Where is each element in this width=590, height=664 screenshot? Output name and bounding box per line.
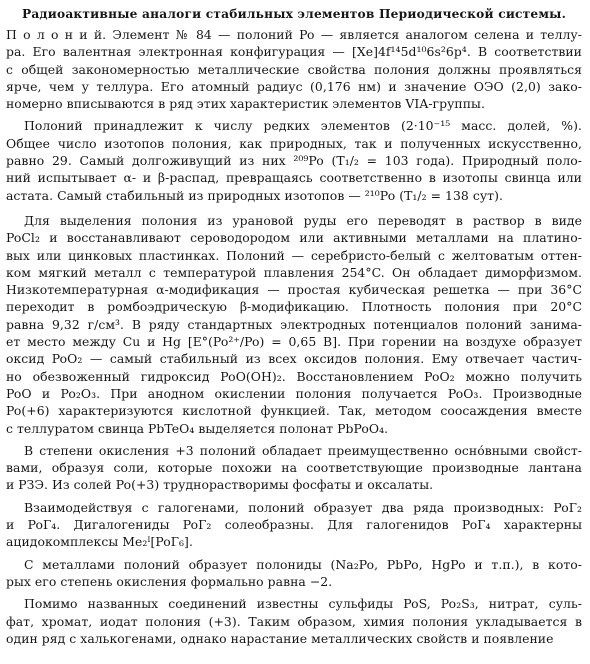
text-line: PoO и Po₂O₃. При анодном окислении полония получается PoO₃. Производные <box>6 385 582 401</box>
text-line: и РЗЭ. Из солей Po(+3) труднорастворимы фосфаты и оксалаты. <box>6 477 434 493</box>
text-line: Низкотемпературная α-модификация — простая кубическая решетка — при 36°C <box>6 282 582 298</box>
paragraph <box>6 556 582 591</box>
text-line: с общей закономерностью металлические свойства полония должны проявляться <box>6 61 582 77</box>
text-line: Помимо названных соединений известны сульфиды PoS, Po₂S₃, нитрат, суль- <box>24 596 582 612</box>
text-line: ра. Его валентная электронная конфигурация — [Xe]4f¹⁴5d¹⁰6s²6p⁴. В соответствии <box>6 44 582 60</box>
text-line: Взаимодействуя с галогенами, полоний образует два ряда производных: PoГ₂ <box>24 499 582 515</box>
text-line: рых его степень окисления формально равна −2. <box>6 573 333 589</box>
text-line: Полоний принадлежит к числу редких элементов (2·10⁻¹⁵ масс. долей, %). <box>24 118 582 134</box>
text-line: ний испытывает α- и β-распад, превращаясь соответственно в изотопы свинца или <box>6 170 582 186</box>
text-line: С металлами полоний образует полониды (Na₂Po, PbPo, HgPo и т.п.), в кото- <box>24 556 582 572</box>
text-line: но обезвоженный гидроксид PoO(OH)₂. Восстановлением PoO₂ можно получить <box>6 368 582 384</box>
paragraph <box>6 212 582 437</box>
document-body <box>6 26 582 647</box>
text-line: и PoГ₄. Дигалогениды PoГ₂ солеобразны. Для галогенидов PoГ₄ характерны <box>6 517 582 533</box>
text-line: равна 9,32 г/см³. В ряду стандартных электродных потенциалов полоний занима- <box>6 316 582 332</box>
text-line: фат, хромат, иодат полония (+3). Таким образом, химия полония укладывается в <box>6 613 582 629</box>
paragraph <box>6 442 582 494</box>
text-line: PoCl₂ и восстанавливают сероводородом или активными металлами на платино- <box>6 230 582 246</box>
text-line: оксид PoO₂ — самый стабильный из всех оксидов полония. Ему отвечает частич- <box>6 351 582 367</box>
paragraph <box>6 499 582 551</box>
text-line: с теллуратом свинца PbTeO₄ выделяется полонат PbPoO₄. <box>6 420 389 436</box>
text-line: П о л о н и й. Элемент № 84 — полоний Po — является аналогом селена и теллу- <box>6 27 582 42</box>
text-line: номерно вписываются в ряд этих характеристик элементов VIA-группы. <box>6 96 485 112</box>
paragraph <box>6 595 582 647</box>
text-line: ет место между Cu и Hg [E°(Po²⁺/Po) = 0,65 В]. При горении на воздухе образует <box>6 334 582 350</box>
paragraph <box>6 117 582 203</box>
text-line: ацидокомплексы Me₂ᴵ[PoГ₆]. <box>6 534 193 550</box>
text-line: астата. Самый стабильный из природных изотопов — ²¹⁰Po (T₁/₂ = 138 сут). <box>6 187 503 203</box>
text-line: В степени окисления +3 полоний обладает преимущественно осно́вными свойст- <box>24 442 582 458</box>
text-line: ярче, чем у теллура. Его атомный радиус (0,176 нм) и значение ОЭО (2,0) зако- <box>6 78 582 94</box>
text-line: вами, образуя соли, которые похожи на соответствующие производные лантана <box>6 460 582 476</box>
text-line: Po(+6) характеризуются кислотной функцией. Так, методом соосаждения вместе <box>6 403 582 419</box>
page-title: Радиоактивные аналоги стабильных элементов Периодической системы. <box>21 7 567 21</box>
text-line: один ряд с халькогенами, однако нарастание металлических свойств и появление <box>6 630 554 646</box>
text-line: переходит в ромбоэдрическую β-модификацию. Плотность полония при 20°C <box>6 299 582 315</box>
text-line: Общее число изотопов полония, как природных, так и полученных искусственно, <box>6 135 582 151</box>
text-line: ком мягкий металл с температурой плавления 254°C. Он обладает диморфизмом. <box>6 264 582 280</box>
text-line: вых или цинковых пластинках. Полоний — серебристо-белый с желтоватым оттен- <box>6 247 582 263</box>
paragraph <box>6 26 582 112</box>
text-line: Для выделения полония из урановой руды его переводят в раствор в виде <box>24 212 582 228</box>
text-line: равно 29. Самый долгоживущий из них ²⁰⁹Po (T₁/₂ = 103 года). Природный поло- <box>6 153 582 169</box>
